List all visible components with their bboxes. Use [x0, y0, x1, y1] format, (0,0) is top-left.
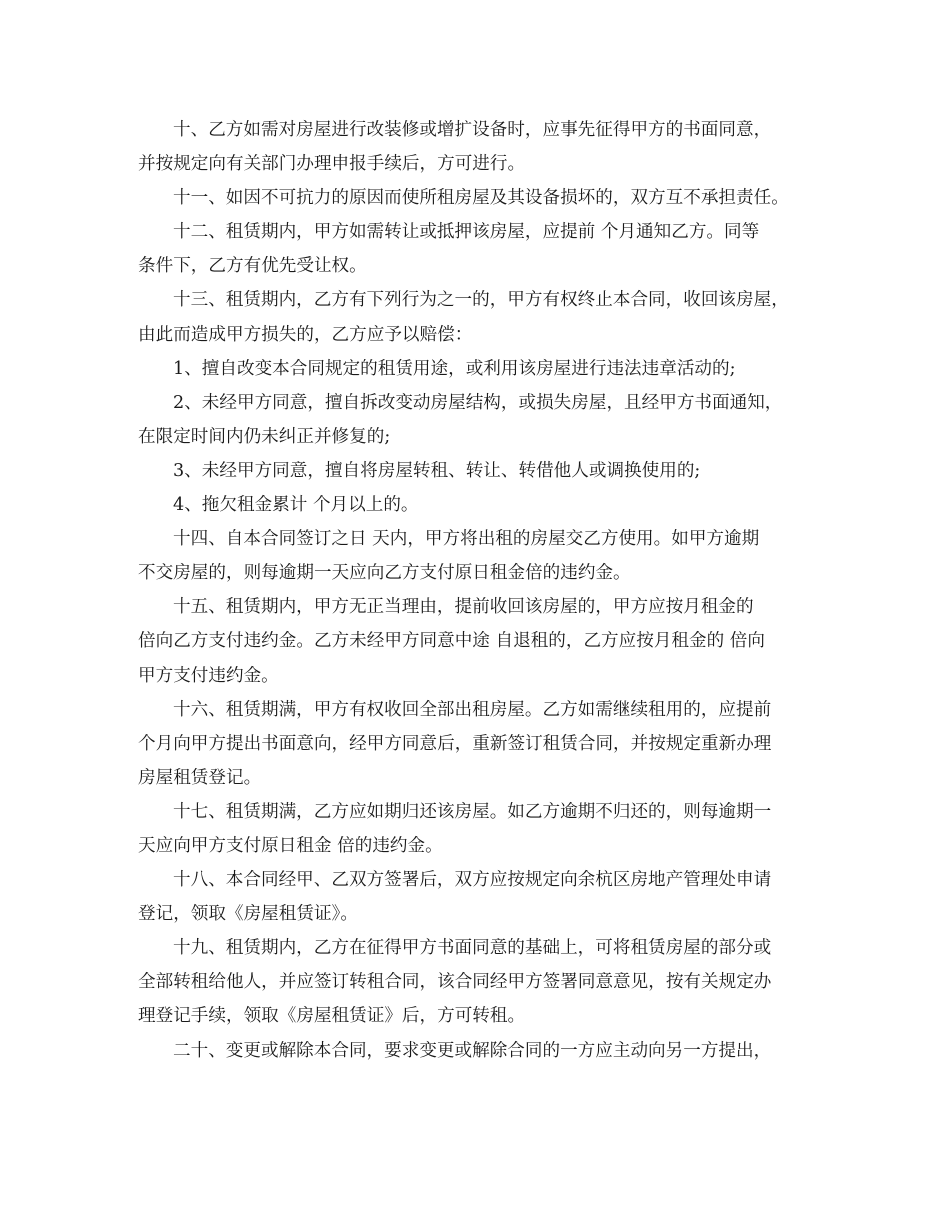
text-line: 天应向甲方支付原日租金 倍的违约金。: [138, 835, 443, 856]
text-line: 十一、如因不可抗力的原因而使所租房屋及其设备损坏的，双方互不承担责任。: [173, 188, 789, 209]
text-line: 倍向乙方支付违约金。乙方未经甲方同意中途 自退租的，乙方应按月租金的 倍向: [138, 631, 765, 652]
text-line: 4、拖欠租金累计 个月以上的。: [173, 495, 419, 516]
text-line: 十七、租赁期满，乙方应如期归还该房屋。如乙方逾期不归还的，则每逾期一: [173, 801, 772, 822]
text-line: 二十、变更或解除本合同，要求变更或解除合同的一方应主动向另一方提出，: [173, 1040, 772, 1061]
text-line: 全部转租给他人，并应签订转租合同，该合同经甲方签署同意意见，按有关规定办: [138, 972, 772, 993]
text-line: 十九、租赁期内，乙方在征得甲方书面同意的基础上，可将租赁房屋的部分或: [173, 938, 772, 959]
text-line: 并按规定向有关部门办理申报手续后，方可进行。: [138, 154, 526, 175]
text-line: 条件下，乙方有优先受让权。: [138, 256, 367, 277]
text-line: 1、擅自改变本合同规定的租赁用途，或利用该房屋进行违法违章活动的;: [173, 358, 736, 379]
text-line: 由此而造成甲方损失的，乙方应予以赔偿：: [138, 324, 473, 345]
text-line: 十四、自本合同签订之日 天内，甲方将出租的房屋交乙方使用。如甲方逾期: [173, 529, 760, 550]
text-line: 2、未经甲方同意，擅自拆改变动房屋结构，或损失房屋，且经甲方书面通知，: [173, 392, 783, 413]
text-line: 甲方支付违约金。: [138, 665, 279, 686]
document-body: [138, 113, 818, 1068]
text-line: 十五、租赁期内，甲方无正当理由，提前收回该房屋的，甲方应按月租金的: [173, 597, 754, 618]
text-line: 十八、本合同经甲、乙双方签署后，双方应按规定向余杭区房地产管理处申请: [173, 870, 772, 891]
text-line: 在限定时间内仍未纠正并修复的;: [138, 426, 391, 447]
text-line: 个月向甲方提出书面意向，经甲方同意后，重新签订租赁合同，并按规定重新办理: [138, 733, 772, 754]
text-line: 十三、租赁期内，乙方有下列行为之一的，甲方有权终止本合同，收回该房屋，: [173, 290, 789, 311]
text-line: 登记，领取《房屋租赁证》。: [138, 904, 358, 925]
text-line: 房屋租赁登记。: [138, 767, 262, 788]
text-line: 不交房屋的，则每逾期一天应向乙方支付原日租金倍的违约金。: [138, 563, 631, 584]
text-line: 十六、租赁期满，甲方有权收回全部出租房屋。乙方如需继续租用的，应提前: [173, 699, 772, 720]
text-line: 3、未经甲方同意，擅自将房屋转租、转让、转借他人或调换使用的;: [173, 460, 701, 481]
text-line: 十二、租赁期内，甲方如需转让或抵押该房屋，应提前 个月通知乙方。同等: [173, 222, 760, 243]
text-line: 十、乙方如需对房屋进行改装修或增扩设备时，应事先征得甲方的书面同意，: [173, 120, 772, 140]
text-line: 理登记手续，领取《房屋租赁证》后，方可转租。: [138, 1006, 526, 1027]
